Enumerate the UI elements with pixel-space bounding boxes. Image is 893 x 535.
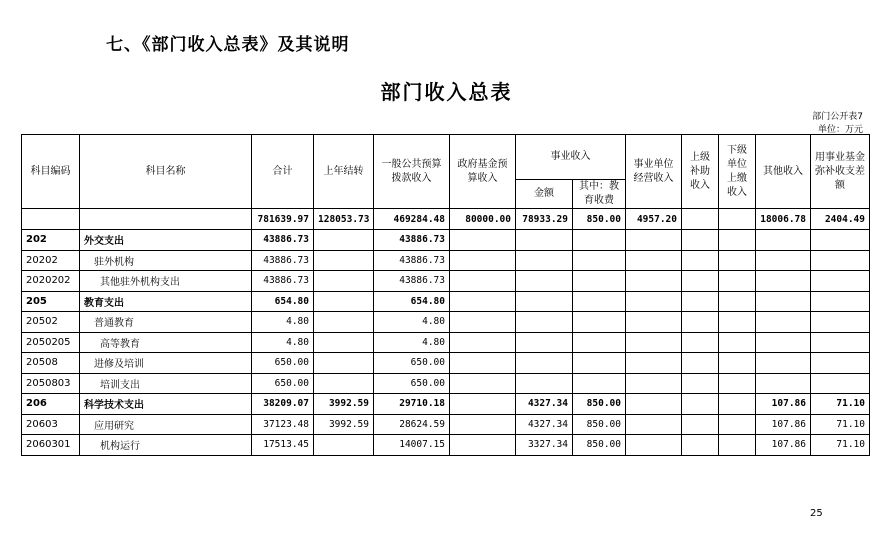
row-value-cell xyxy=(719,373,756,394)
row-code: 2050205 xyxy=(22,332,80,353)
row-value-cell xyxy=(516,271,573,292)
row-code: 206 xyxy=(22,394,80,415)
row-value-cell xyxy=(719,353,756,374)
row-value-cell xyxy=(626,414,682,435)
row-value-cell xyxy=(516,291,573,312)
income-summary-table xyxy=(21,134,870,456)
total-cell: 4957.20 xyxy=(626,209,682,230)
row-value-cell xyxy=(450,312,516,333)
row-value-cell xyxy=(719,394,756,415)
row-value-cell: 650.00 xyxy=(252,353,314,374)
header-business-unit: 事业单位经营收入 xyxy=(626,135,682,209)
row-value-cell xyxy=(516,332,573,353)
row-code: 2050803 xyxy=(22,373,80,394)
row-value-cell: 3992.59 xyxy=(314,414,374,435)
row-value-cell xyxy=(682,312,719,333)
row-value-cell xyxy=(314,353,374,374)
total-code xyxy=(22,209,80,230)
row-value-cell: 650.00 xyxy=(374,353,450,374)
row-value-cell xyxy=(314,435,374,456)
row-name: 机构运行 xyxy=(80,435,252,456)
row-value-cell: 71.10 xyxy=(811,435,870,456)
total-cell: 781639.97 xyxy=(252,209,314,230)
row-name: 进修及培训 xyxy=(80,353,252,374)
row-name: 普通教育 xyxy=(80,312,252,333)
row-value-cell: 850.00 xyxy=(573,414,626,435)
row-name: 外交支出 xyxy=(80,230,252,251)
row-value-cell: 4327.34 xyxy=(516,414,573,435)
header-other: 其他收入 xyxy=(756,135,811,209)
row-value-cell xyxy=(811,312,870,333)
header-career-edu-fee: 其中：教育收费 xyxy=(573,180,626,209)
row-value-cell: 38209.07 xyxy=(252,394,314,415)
row-value-cell xyxy=(314,332,374,353)
row-value-cell: 3992.59 xyxy=(314,394,374,415)
row-value-cell xyxy=(682,250,719,271)
row-value-cell xyxy=(682,353,719,374)
row-value-cell: 43886.73 xyxy=(374,230,450,251)
row-value-cell xyxy=(626,250,682,271)
row-value-cell xyxy=(450,250,516,271)
row-value-cell xyxy=(450,291,516,312)
row-code: 2060301 xyxy=(22,435,80,456)
row-value-cell: 28624.59 xyxy=(374,414,450,435)
row-value-cell xyxy=(573,250,626,271)
total-cell: 78933.29 xyxy=(516,209,573,230)
total-cell: 2404.49 xyxy=(811,209,870,230)
row-value-cell: 107.86 xyxy=(756,394,811,415)
row-value-cell xyxy=(314,250,374,271)
row-value-cell xyxy=(450,435,516,456)
section-title: 七、《部门收入总表》及其说明 xyxy=(106,35,350,55)
row-value-cell xyxy=(719,435,756,456)
table-row xyxy=(22,435,870,456)
row-value-cell xyxy=(314,373,374,394)
row-value-cell xyxy=(756,373,811,394)
row-value-cell: 71.10 xyxy=(811,414,870,435)
row-value-cell xyxy=(573,291,626,312)
row-name: 科学技术支出 xyxy=(80,394,252,415)
header-name: 科目名称 xyxy=(80,135,252,209)
row-value-cell xyxy=(626,353,682,374)
row-value-cell xyxy=(811,353,870,374)
row-value-cell xyxy=(450,414,516,435)
header-general-budget: 一般公共预算拨款收入 xyxy=(374,135,450,209)
row-value-cell xyxy=(811,271,870,292)
row-value-cell: 850.00 xyxy=(573,394,626,415)
row-value-cell: 3327.34 xyxy=(516,435,573,456)
row-value-cell xyxy=(573,353,626,374)
row-value-cell: 4.80 xyxy=(252,312,314,333)
row-code: 20508 xyxy=(22,353,80,374)
row-value-cell: 37123.48 xyxy=(252,414,314,435)
row-value-cell xyxy=(314,291,374,312)
row-name: 应用研究 xyxy=(80,414,252,435)
row-value-cell: 4.80 xyxy=(252,332,314,353)
row-value-cell: 850.00 xyxy=(573,435,626,456)
row-value-cell xyxy=(314,312,374,333)
row-name: 驻外机构 xyxy=(80,250,252,271)
row-value-cell: 71.10 xyxy=(811,394,870,415)
row-value-cell: 654.80 xyxy=(374,291,450,312)
row-value-cell xyxy=(450,271,516,292)
row-value-cell: 4327.34 xyxy=(516,394,573,415)
row-value-cell xyxy=(314,271,374,292)
row-value-cell xyxy=(450,373,516,394)
row-value-cell xyxy=(682,414,719,435)
table-row xyxy=(22,250,870,271)
row-value-cell xyxy=(516,230,573,251)
row-value-cell xyxy=(719,291,756,312)
total-cell xyxy=(682,209,719,230)
row-value-cell xyxy=(756,332,811,353)
row-value-cell xyxy=(626,394,682,415)
total-cell: 469284.48 xyxy=(374,209,450,230)
row-value-cell xyxy=(682,394,719,415)
row-code: 202 xyxy=(22,230,80,251)
row-value-cell: 17513.45 xyxy=(252,435,314,456)
row-value-cell: 650.00 xyxy=(252,373,314,394)
row-value-cell xyxy=(450,353,516,374)
table-row xyxy=(22,291,870,312)
table-row xyxy=(22,394,870,415)
total-name xyxy=(80,209,252,230)
table-row xyxy=(22,230,870,251)
row-value-cell xyxy=(756,353,811,374)
row-code: 20502 xyxy=(22,312,80,333)
total-row xyxy=(22,209,870,230)
row-value-cell xyxy=(450,394,516,415)
row-value-cell xyxy=(450,230,516,251)
header-carryover: 上年结转 xyxy=(314,135,374,209)
row-value-cell: 107.86 xyxy=(756,414,811,435)
table-row xyxy=(22,353,870,374)
row-value-cell xyxy=(811,291,870,312)
row-value-cell xyxy=(516,373,573,394)
header-code: 科目编码 xyxy=(22,135,80,209)
row-value-cell: 4.80 xyxy=(374,312,450,333)
header-total: 合计 xyxy=(252,135,314,209)
row-code: 20603 xyxy=(22,414,80,435)
row-value-cell xyxy=(719,312,756,333)
row-value-cell: 29710.18 xyxy=(374,394,450,415)
row-value-cell xyxy=(682,332,719,353)
header-career-amount: 金额 xyxy=(516,180,573,209)
table-row xyxy=(22,373,870,394)
row-value-cell xyxy=(626,312,682,333)
row-value-cell xyxy=(756,250,811,271)
row-value-cell xyxy=(719,414,756,435)
table-title: 部门收入总表 xyxy=(380,80,513,104)
row-code: 20202 xyxy=(22,250,80,271)
row-value-cell xyxy=(314,230,374,251)
row-value-cell xyxy=(756,230,811,251)
row-value-cell xyxy=(682,271,719,292)
row-value-cell xyxy=(719,271,756,292)
row-value-cell xyxy=(719,230,756,251)
table-row xyxy=(22,414,870,435)
row-value-cell xyxy=(573,230,626,251)
total-cell xyxy=(719,209,756,230)
row-value-cell xyxy=(626,291,682,312)
row-value-cell xyxy=(811,230,870,251)
row-value-cell xyxy=(573,373,626,394)
row-value-cell xyxy=(811,373,870,394)
row-value-cell xyxy=(626,230,682,251)
row-value-cell xyxy=(811,332,870,353)
header-career-fund: 用事业基金弥补收支差额 xyxy=(811,135,870,209)
row-value-cell xyxy=(573,332,626,353)
row-value-cell xyxy=(450,332,516,353)
unit-label: 单位：万元 xyxy=(817,125,863,135)
row-value-cell: 654.80 xyxy=(252,291,314,312)
table-number: 部门公开表7 xyxy=(812,112,863,122)
table-row xyxy=(22,271,870,292)
row-value-cell: 43886.73 xyxy=(374,271,450,292)
row-value-cell xyxy=(626,271,682,292)
row-value-cell: 43886.73 xyxy=(252,230,314,251)
header-gov-fund: 政府基金预算收入 xyxy=(450,135,516,209)
row-name: 培训支出 xyxy=(80,373,252,394)
page-number: 25 xyxy=(810,508,823,519)
row-code: 2020202 xyxy=(22,271,80,292)
row-value-cell xyxy=(516,250,573,271)
row-value-cell xyxy=(516,353,573,374)
header-career: 事业收入 xyxy=(516,135,626,180)
row-value-cell xyxy=(682,435,719,456)
row-value-cell xyxy=(516,312,573,333)
row-name: 教育支出 xyxy=(80,291,252,312)
row-value-cell xyxy=(573,312,626,333)
row-name: 其他驻外机构支出 xyxy=(80,271,252,292)
row-value-cell xyxy=(682,373,719,394)
row-value-cell xyxy=(756,312,811,333)
total-cell: 128053.73 xyxy=(314,209,374,230)
row-code: 205 xyxy=(22,291,80,312)
table-row xyxy=(22,312,870,333)
row-value-cell: 14007.15 xyxy=(374,435,450,456)
table-row xyxy=(22,332,870,353)
row-value-cell: 43886.73 xyxy=(374,250,450,271)
row-value-cell xyxy=(811,250,870,271)
total-cell: 18006.78 xyxy=(756,209,811,230)
row-value-cell: 107.86 xyxy=(756,435,811,456)
header-superior-subsidy: 上级补助收入 xyxy=(682,135,719,209)
row-value-cell xyxy=(626,332,682,353)
row-value-cell: 43886.73 xyxy=(252,271,314,292)
row-value-cell xyxy=(573,271,626,292)
total-cell: 850.00 xyxy=(573,209,626,230)
row-value-cell xyxy=(719,250,756,271)
row-value-cell: 43886.73 xyxy=(252,250,314,271)
row-value-cell: 650.00 xyxy=(374,373,450,394)
row-value-cell xyxy=(719,332,756,353)
total-cell: 80000.00 xyxy=(450,209,516,230)
row-value-cell: 4.80 xyxy=(374,332,450,353)
row-value-cell xyxy=(626,435,682,456)
row-name: 高等教育 xyxy=(80,332,252,353)
row-value-cell xyxy=(682,291,719,312)
row-value-cell xyxy=(756,291,811,312)
row-value-cell xyxy=(756,271,811,292)
row-value-cell xyxy=(626,373,682,394)
header-subordinate-pay: 下级单位上缴收入 xyxy=(719,135,756,209)
row-value-cell xyxy=(682,230,719,251)
